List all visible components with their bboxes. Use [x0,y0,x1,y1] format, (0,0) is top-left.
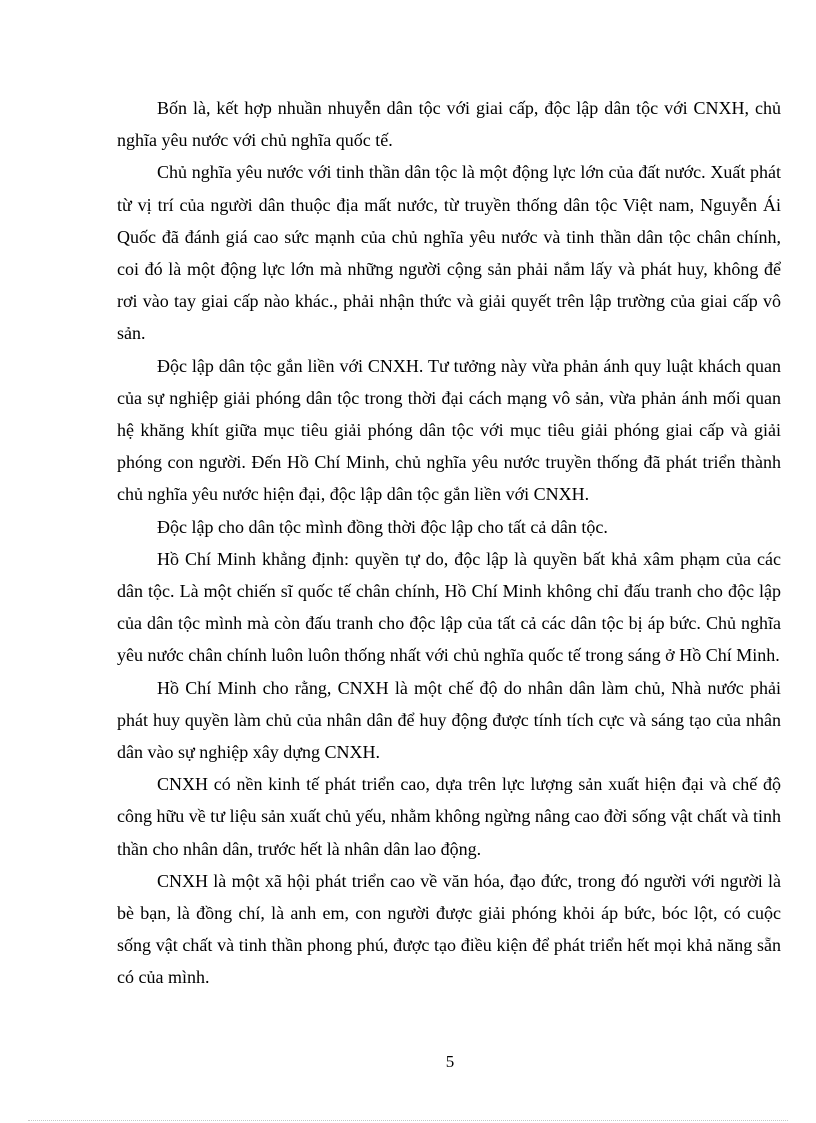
paragraph-2: Chủ nghĩa yêu nước với tinh thần dân tộc là một động lực lớn của đất nước. Xuất phát từ vị trí của người dân thuộc địa mất nước, từ truyền thống dân tộc Việt nam, Nguyễn Ái Quốc đã đánh giá cao sức mạnh của chủ nghĩa yêu nước và tinh thần dân tộc chân chính, coi đó là một động lực lớn mà những người cộng sản phải nắm lấy và phát huy, không để rơi vào tay giai cấp nào khác., phải nhận thức và giải quyết trên lập trường của giai cấp vô sản. [117,162,781,344]
paragraph-4: Độc lập cho dân tộc mình đồng thời độc lập cho tất cả dân tộc. [157,516,608,537]
paragraph-7: CNXH có nền kinh tế phát triển cao, dựa trên lực lượng sản xuất hiện đại và chế độ công hữu về tư liệu sản xuất chủ yếu, nhằm không ngừng nâng cao đời sống vật chất và tinh thần cho nhân dân, trước hết là nhân dân lao động. [117,774,781,859]
paragraph-5: Hồ Chí Minh khẳng định: quyền tự do, độc lập là quyền bất khả xâm phạm của các dân tộc. Là một chiến sĩ quốc tế chân chính, Hồ Chí Minh không chỉ đấu tranh cho độc lập của dân tộc mình mà còn đấu tranh cho độc lập của tất cả các dân tộc bị áp bức. Chủ nghĩa yêu nước chân chính luôn luôn thống nhất với chủ nghĩa quốc tế trong sáng ở Hồ Chí Minh. [117,548,781,666]
page-number: 5 [445,1052,455,1071]
page-bottom-divider [28,1120,788,1121]
paragraph-8: CNXH là một xã hội phát triển cao về văn hóa, đạo đức, trong đó người với người là bè bạn, là đồng chí, là anh em, con người được giải phóng khỏi áp bức, bóc lột, có cuộc sống vật chất và tinh thần phong phú, được tạo điều kiện để phát triển hết mọi khả năng sẵn có của mình. [117,870,781,988]
paragraph-1: Bốn là, kết hợp nhuần nhuyễn dân tộc với giai cấp, độc lập dân tộc với CNXH, chủ nghĩa yêu nước với chủ nghĩa quốc tế. [117,98,781,151]
body-text [117,92,781,994]
paragraph-3: Độc lập dân tộc gắn liền với CNXH. Tư tưởng này vừa phản ánh quy luật khách quan của sự nghiệp giải phóng dân tộc trong thời đại cách mạng vô sản, vừa phản ánh mối quan hệ khăng khít giữa mục tiêu giải phóng dân tộc với mục tiêu giải phóng giai cấp và giải phóng con người. Đến Hồ Chí Minh, chủ nghĩa yêu nước truyền thống đã phát triển thành chủ nghĩa yêu nước hiện đại, độc lập dân tộc gắn liền với CNXH. [117,355,781,505]
paragraph-6: Hồ Chí Minh cho rằng, CNXH là một chế độ do nhân dân làm chủ, Nhà nước phải phát huy quyền làm chủ của nhân dân để huy động được tính tích cực và sáng tạo của nhân dân vào sự nghiệp xây dựng CNXH. [117,677,781,763]
